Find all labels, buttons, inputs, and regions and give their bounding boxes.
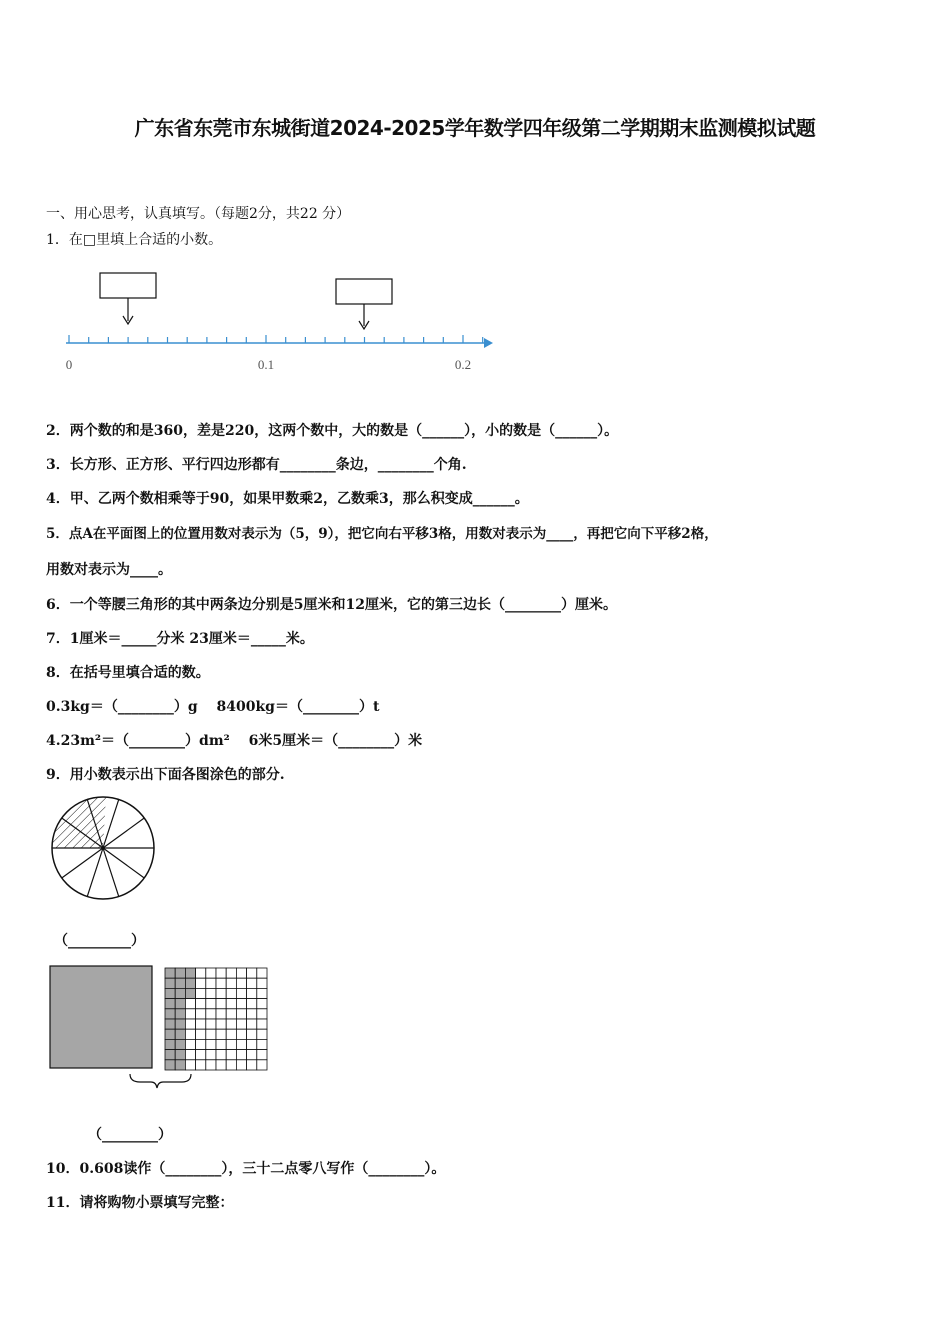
grid-cell [185,999,195,1009]
grid-cell [236,1009,246,1019]
grid-cell [196,999,206,1009]
grid-cell [236,1029,246,1039]
grid-cell [257,999,267,1009]
question-3-text: 3．长方形、正方形、平行四边形都有________条边，________个角. [46,457,467,473]
grid-cell-shaded [175,1039,185,1049]
question-8-text: 8．在括号里填合适的数。 [46,665,210,681]
question-1-text: 1．在□里填上合适的小数。 [46,232,223,248]
grid-cell [226,1009,236,1019]
question-9-text: 9．用小数表示出下面各图涂色的部分. [46,767,285,783]
axis-arrow-head [484,338,493,348]
grid-cell [236,1019,246,1029]
grid-cell [247,1060,257,1070]
grid-cell [236,978,246,988]
section-heading: 一、用心思考，认真填写。（每题2分，共22 分） [46,206,351,222]
grid-cell [257,1019,267,1029]
grid-cell [206,1050,216,1060]
square-figure [48,964,273,1094]
grid-cell-shaded [175,1019,185,1029]
grid-cell [206,968,216,978]
question-9-answer-1: （_________） [54,933,145,949]
grid-cell [196,1050,206,1060]
grid-cell [226,999,236,1009]
grid-cell-shaded [185,988,195,998]
tick-label-0.2: 0.2 [454,357,472,372]
brace [130,1074,191,1088]
grid-cell [236,1050,246,1060]
axis-ticks [69,335,483,343]
grid-cell-shaded [175,968,185,978]
grid-cell [185,1050,195,1060]
grid-cell [247,978,257,988]
grid-cell [236,1039,246,1049]
grid-cell [257,1029,267,1039]
grid-cell-shaded [185,978,195,988]
grid-cell [196,978,206,988]
grid-cell [226,1019,236,1029]
grid-cell [206,978,216,988]
grid-cell [257,1039,267,1049]
grid-cell [206,1009,216,1019]
grid-cell [226,1039,236,1049]
grid-cell [226,988,236,998]
grid-cell [226,978,236,988]
page-title: 广东省东莞市东城街道2024-2025学年数学四年级第二学期期末监测模拟试题 [134,116,816,140]
question-4-text: 4．甲、乙两个数相乘等于90，如果甲数乘2，乙数乘3，那么积变成______。 [46,491,529,507]
grid-cell-shaded [175,999,185,1009]
grid-cell [257,988,267,998]
grid-cell [226,1029,236,1039]
grid-cell [206,1019,216,1029]
grid-cell-shaded [175,1009,185,1019]
grid-cell [185,1009,195,1019]
grid-cell [206,1039,216,1049]
grid-cell [236,999,246,1009]
full-shaded-square [50,966,152,1068]
grid-cell-shaded [165,988,175,998]
question-8-row-1: 0.3kg＝（________）g 8400kg＝（________）t [46,699,380,715]
number-line-figure [60,268,500,380]
grid-cell [185,1019,195,1029]
grid-cell [247,1009,257,1019]
grid-cell [236,1060,246,1070]
grid-cell [226,1050,236,1060]
grid-cell-shaded [165,978,175,988]
answer-box-left[interactable] [100,273,156,298]
grid-cell [236,968,246,978]
grid-cell [206,1060,216,1070]
grid-cell-shaded [175,1029,185,1039]
tick-label-0: 0 [65,357,73,372]
grid-cell [216,1019,226,1029]
grid-cell [196,1060,206,1070]
grid-cell [257,978,267,988]
grid-cell [247,1039,257,1049]
grid-cell-shaded [165,1039,175,1049]
grid-cell-shaded [175,988,185,998]
circle-radius [62,848,103,878]
grid-cell [196,968,206,978]
grid-cell [226,1060,236,1070]
grid-cell-shaded [165,1019,175,1029]
question-11-text: 11．请将购物小票填写完整： [46,1195,234,1211]
circle-radius [103,848,144,878]
grid-cell [247,1050,257,1060]
circle-figure [48,796,158,906]
grid-cell [216,1029,226,1039]
grid-cell [185,1060,195,1070]
grid-cell [257,1060,267,1070]
circle-radius [103,818,144,848]
grid-cell [216,1050,226,1060]
grid-cell [257,968,267,978]
grid-cell [247,1019,257,1029]
grid-cell [196,1029,206,1039]
tick-label-0.1: 0.1 [257,357,275,372]
hundredths-grid [165,968,267,1070]
grid-cell [216,999,226,1009]
grid-cell [247,988,257,998]
grid-cell [247,1029,257,1039]
question-9-answer-2: （________） [88,1127,172,1143]
grid-cell [185,1039,195,1049]
question-6-text: 6．一个等腰三角形的其中两条边分别是5厘米和12厘米，它的第三边长（________）厘米。 [46,597,617,613]
question-10-text: 10．0.608读作（________），三十二点零八写作（________）。 [46,1161,446,1177]
grid-cell [185,1029,195,1039]
grid-cell [206,988,216,998]
grid-cell [216,988,226,998]
question-5-line-1: 5．点A在平面图上的位置用数对表示为（5，9），把它向右平移3格，用数对表示为____，再把它向下平移2格， [46,526,718,542]
grid-cell [216,1060,226,1070]
grid-cell [196,1039,206,1049]
grid-cell [216,1039,226,1049]
question-2-text: 2．两个数的和是360，差是220，这两个数中，大的数是（______），小的数是（______）。 [46,423,619,439]
circle-radius [87,848,103,897]
question-8-row-2: 4.23m²＝（________）dm² 6米5厘米＝（________）米 [46,733,423,749]
answer-box-right[interactable] [336,279,392,304]
grid-cell [216,968,226,978]
grid-cell [257,1009,267,1019]
grid-cell-shaded [165,1009,175,1019]
grid-cell [206,999,216,1009]
grid-cell [247,968,257,978]
grid-cell-shaded [165,999,175,1009]
grid-cell [216,1009,226,1019]
grid-cell-shaded [175,1060,185,1070]
grid-cell-shaded [165,1060,175,1070]
grid-cell [247,999,257,1009]
circle-radius [103,848,119,897]
grid-cell [196,1009,206,1019]
grid-cell-shaded [175,1050,185,1060]
grid-cell [236,988,246,998]
grid-cell-shaded [165,1050,175,1060]
grid-cell-shaded [175,978,185,988]
question-5-line-2: 用数对表示为____。 [46,562,172,578]
grid-cell [196,1019,206,1029]
question-7-text: 7．1厘米＝_____分米 23厘米＝_____米。 [46,631,314,647]
grid-cell [206,1029,216,1039]
grid-cell [226,968,236,978]
grid-cell-shaded [165,1029,175,1039]
grid-cell-shaded [165,968,175,978]
grid-cell [257,1050,267,1060]
grid-cell [216,978,226,988]
grid-cell [196,988,206,998]
grid-cell-shaded [185,968,195,978]
